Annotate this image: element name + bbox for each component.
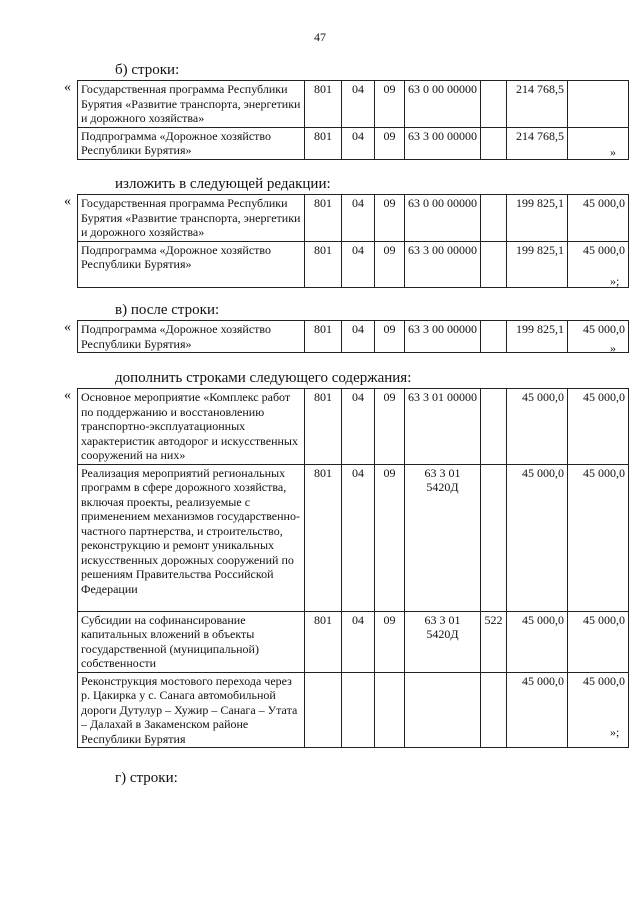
row-name: Подпрограмма «Дорожное хозяйство Республики Бурятия» xyxy=(78,241,305,287)
table-row xyxy=(78,321,629,353)
csr-cell: 63 3 01 5420Д xyxy=(405,464,481,611)
row-name: Подпрограмма «Дорожное хозяйство Республики Бурятия» xyxy=(78,127,305,159)
sum2-cell: 45 000,0 xyxy=(568,389,629,465)
sum1-cell: 45 000,0 xyxy=(507,464,568,611)
table-row xyxy=(78,241,629,287)
vr-cell xyxy=(481,241,507,287)
page-number: 47 xyxy=(314,30,326,44)
row-name: Основное мероприятие «Комплекс работ по поддержанию и восстановлению транспортно-эксплуатационных характеристик автодорог и искусственных сооружений на них» xyxy=(78,389,305,465)
row-name: Субсидии на софинансирование капитальных вложений в объекты государственной (муниципальной) собственности xyxy=(78,611,305,672)
close-quote: »; xyxy=(610,725,620,739)
open-quote: « xyxy=(64,80,71,95)
csr-cell: 63 3 01 5420Д xyxy=(405,611,481,672)
rz-cell: 04 xyxy=(342,81,375,128)
pr-cell: 09 xyxy=(375,321,405,353)
rz-cell: 04 xyxy=(342,195,375,242)
sum1-cell: 199 825,1 xyxy=(507,321,568,353)
table-row xyxy=(78,195,629,242)
rz-cell: 04 xyxy=(342,321,375,353)
ved-cell: 801 xyxy=(305,241,342,287)
sum2-cell: 45 000,0 xyxy=(568,195,629,242)
section-heading-replace: изложить в следующей редакции: xyxy=(115,176,331,192)
close-quote: » xyxy=(610,145,616,159)
budget-table-b xyxy=(77,80,629,160)
vr-cell: 522 xyxy=(481,611,507,672)
ved-cell: 801 xyxy=(305,389,342,465)
pr-cell: 09 xyxy=(375,195,405,242)
sum1-cell: 45 000,0 xyxy=(507,611,568,672)
pr-cell: 09 xyxy=(375,241,405,287)
pr-cell: 09 xyxy=(375,611,405,672)
ved-cell: 801 xyxy=(305,611,342,672)
vr-cell xyxy=(481,464,507,611)
csr-cell: 63 3 00 00000 xyxy=(405,321,481,353)
row-name: Государственная программа Республики Бурятия «Развитие транспорта, энергетики и дорожного хозяйства» xyxy=(78,81,305,128)
ved-cell: 801 xyxy=(305,321,342,353)
vr-cell xyxy=(481,195,507,242)
sum2-cell: 45 000,0 xyxy=(568,321,629,353)
ved-cell: 801 xyxy=(305,464,342,611)
ved-cell: 801 xyxy=(305,81,342,128)
row-name: Подпрограмма «Дорожное хозяйство Республики Бурятия» xyxy=(78,321,305,353)
pr-cell: 09 xyxy=(375,464,405,611)
budget-table-replace xyxy=(77,194,629,288)
section-heading-b: б) строки: xyxy=(115,62,180,78)
vr-cell xyxy=(481,127,507,159)
sum1-cell: 214 768,5 xyxy=(507,127,568,159)
row-name: Реконструкция мостового перехода через р. Цакирка у с. Санага автомобильной дороги Дутулур – Хужир – Санага – Утата – Далахай в Закаменском районе Республики Бурятия xyxy=(78,672,305,748)
pr-cell: 09 xyxy=(375,81,405,128)
section-heading-g: г) строки: xyxy=(115,770,178,786)
rz-cell xyxy=(342,672,375,748)
section-heading-v: в) после строки: xyxy=(115,302,220,318)
vr-cell xyxy=(481,321,507,353)
vr-cell xyxy=(481,389,507,465)
rz-cell: 04 xyxy=(342,611,375,672)
sum1-cell: 199 825,1 xyxy=(507,195,568,242)
csr-cell: 63 0 00 00000 xyxy=(405,81,481,128)
sum2-cell: 45 000,0 xyxy=(568,672,629,748)
row-name: Реализация мероприятий региональных программ в сфере дорожного хозяйства, включая проекты, реализуемые с применением механизмов государственно-частного партнерства, и строительство, реконструкцию и ремонт уникальных искусственных дорожных сооружений по решениям Правительства Российской Федерации xyxy=(78,464,305,611)
csr-cell: 63 0 00 00000 xyxy=(405,195,481,242)
ved-cell xyxy=(305,672,342,748)
sum1-cell: 214 768,5 xyxy=(507,81,568,128)
open-quote: « xyxy=(64,320,71,335)
csr-cell: 63 3 01 00000 xyxy=(405,389,481,465)
csr-cell: 63 3 00 00000 xyxy=(405,127,481,159)
table-row xyxy=(78,611,629,672)
table-row xyxy=(78,464,629,611)
table-row xyxy=(78,672,629,748)
section-heading-add: дополнить строками следующего содержания: xyxy=(115,370,412,386)
rz-cell: 04 xyxy=(342,127,375,159)
pr-cell: 09 xyxy=(375,127,405,159)
csr-cell: 63 3 00 00000 xyxy=(405,241,481,287)
table-row xyxy=(78,127,629,159)
open-quote: « xyxy=(64,194,71,209)
pr-cell xyxy=(375,672,405,748)
sum2-cell xyxy=(568,127,629,159)
sum1-cell: 199 825,1 xyxy=(507,241,568,287)
sum2-cell: 45 000,0 xyxy=(568,241,629,287)
budget-table-add xyxy=(77,388,629,748)
sum1-cell: 45 000,0 xyxy=(507,389,568,465)
sum2-cell: 45 000,0 xyxy=(568,464,629,611)
rz-cell: 04 xyxy=(342,389,375,465)
table-row xyxy=(78,389,629,465)
ved-cell: 801 xyxy=(305,195,342,242)
row-name: Государственная программа Республики Бурятия «Развитие транспорта, энергетики и дорожного хозяйства» xyxy=(78,195,305,242)
close-quote: »; xyxy=(610,274,620,288)
rz-cell: 04 xyxy=(342,464,375,611)
rz-cell: 04 xyxy=(342,241,375,287)
pr-cell: 09 xyxy=(375,389,405,465)
vr-cell xyxy=(481,672,507,748)
sum2-cell xyxy=(568,81,629,128)
close-quote: » xyxy=(610,341,616,355)
ved-cell: 801 xyxy=(305,127,342,159)
sum2-cell: 45 000,0 xyxy=(568,611,629,672)
budget-table-v xyxy=(77,320,629,353)
open-quote: « xyxy=(64,388,71,403)
sum1-cell: 45 000,0 xyxy=(507,672,568,748)
csr-cell xyxy=(405,672,481,748)
table-row xyxy=(78,81,629,128)
vr-cell xyxy=(481,81,507,128)
